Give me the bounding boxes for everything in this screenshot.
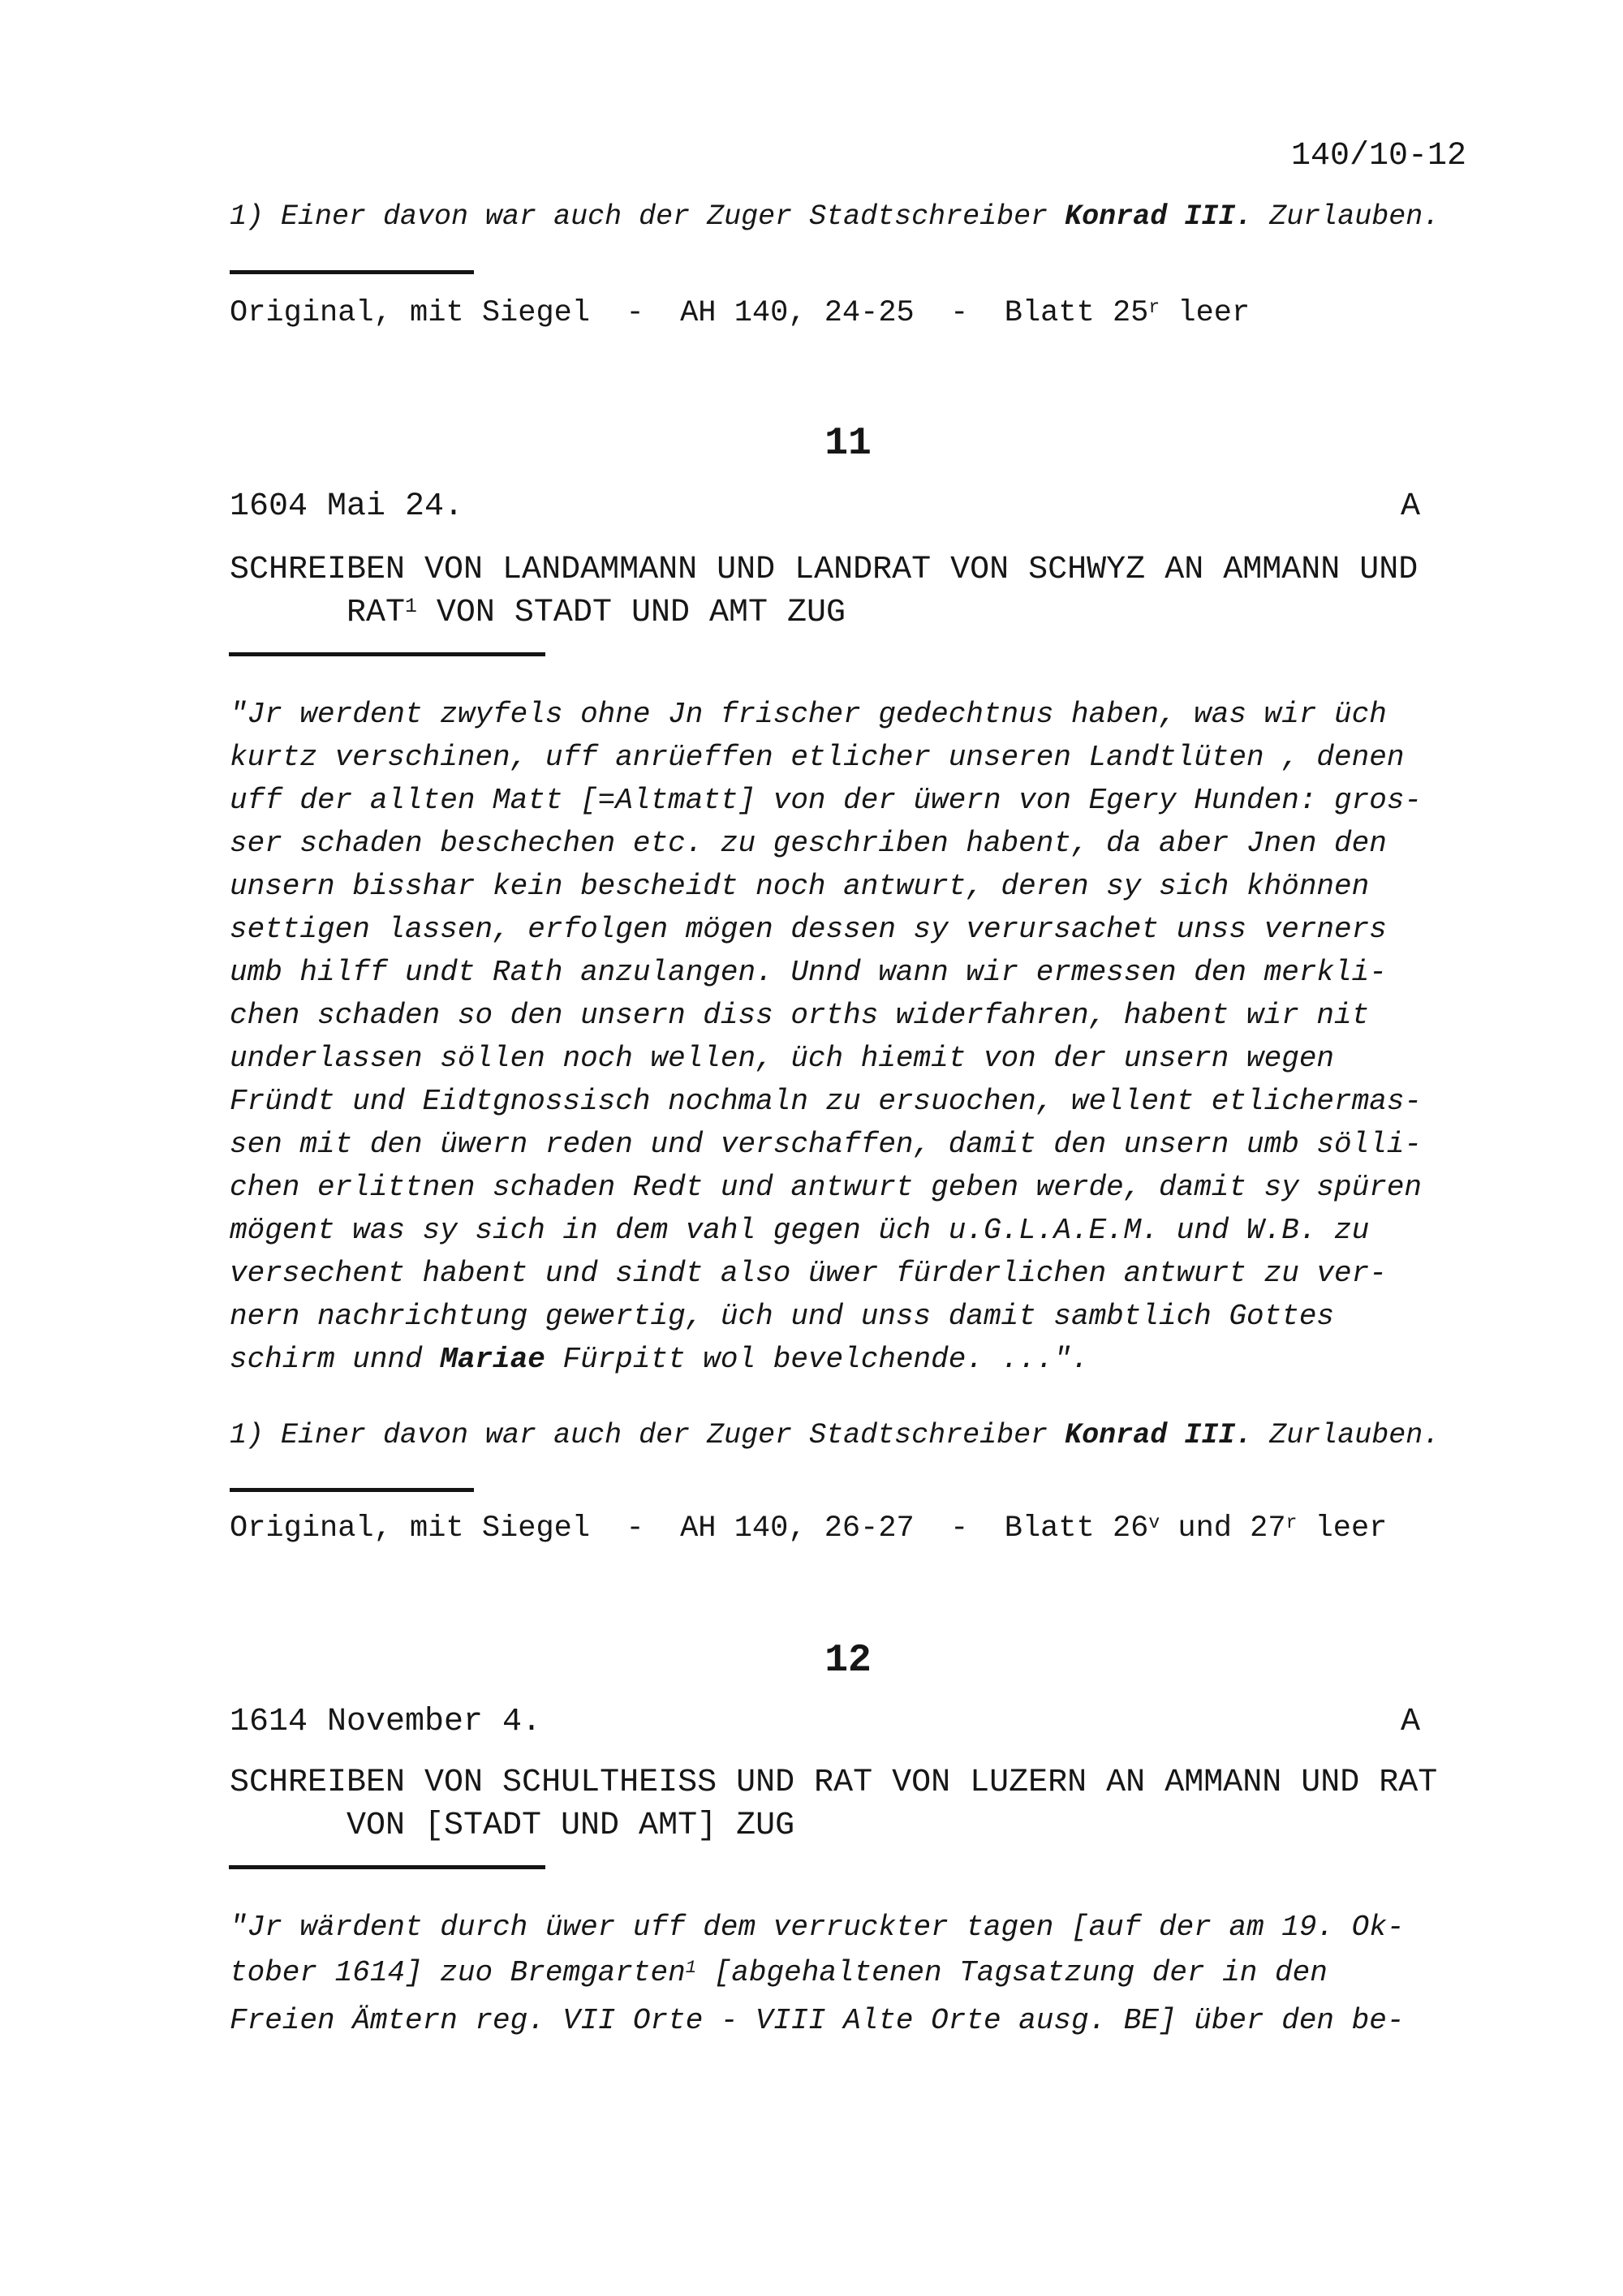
date-line: [230, 485, 1420, 528]
body-line: nern nachrichtung gewertig, üch und unss damit sambtlich Gottes: [230, 1300, 1335, 1333]
entry-heading-line: SCHREIBEN VON SCHULTHEISS UND RAT VON LUZERN AN AMMANN UND RAT: [230, 1765, 1438, 1801]
entry-heading-line: SCHREIBEN VON LANDAMMANN UND LANDRAT VON SCHWYZ AN AMMANN UND: [230, 552, 1419, 588]
entry-heading-line: VON [STADT UND AMT] ZUG: [347, 1808, 795, 1844]
body-paragraph: [230, 1905, 1404, 2044]
heading-rule: [229, 652, 545, 656]
date-line: [230, 1701, 1420, 1743]
superscript: 1: [405, 595, 417, 618]
entry-marker: A: [1400, 1704, 1420, 1740]
text-segment: leer: [1297, 1511, 1388, 1546]
body-paragraph: [230, 693, 1422, 1381]
body-line: chen erlittnen schaden Redt und antwurt geben werde, damit sy spüren: [230, 1171, 1423, 1204]
text-segment: [abgehaltenen Tagsatzung der in den: [696, 1956, 1328, 1989]
footnote-rule: [230, 270, 474, 274]
footnote-rule: [230, 1488, 474, 1492]
entry-marker: A: [1400, 488, 1420, 525]
body-line: versechent habent und sindt also üwer fürderlichen antwurt zu ver-: [230, 1257, 1387, 1290]
bold-text: Konrad III.: [1065, 200, 1253, 233]
body-line: ser schaden beschechen etc. zu geschriben habent, da aber Jnen den: [230, 827, 1387, 860]
body-line: uff der allten Matt [=Altmatt] von der üwern von Egery Hunden: gros-: [230, 784, 1423, 817]
text-segment: Original, mit Siegel - AH 140, 24-25 - Blatt 25: [230, 296, 1149, 330]
body-line: sen mit den üwern reden und verschaffen, damit den unsern umb sölli-: [230, 1128, 1423, 1161]
body-line: kurtz verschinen, uff anrüeffen etlicher unseren Landtlüten , denen: [230, 741, 1405, 774]
superscript: 1: [685, 1956, 697, 1978]
entry-heading-line: [347, 591, 846, 638]
entry-date: 1604 Mai 24.: [230, 488, 464, 525]
source-line: [230, 295, 1250, 334]
superscript: r: [1285, 1511, 1298, 1533]
text-segment: Fürpitt wol bevelchende. ...".: [545, 1343, 1089, 1376]
body-line: "Jr wärdent durch üwer uff dem verruckter tagen [auf der am 19. Ok-: [230, 1911, 1405, 1944]
text-segment: Original, mit Siegel - AH 140, 26-27 - Blatt 26: [230, 1511, 1149, 1546]
footnote: [230, 199, 1440, 234]
body-line: underlassen söllen noch wellen, üch hiemit von der unsern wegen: [230, 1042, 1335, 1075]
body-line: Fründt und Eidtgnossisch nochmaln zu ersuochen, wellent etlichermas-: [230, 1085, 1423, 1118]
entry-number: 11: [824, 422, 872, 466]
body-line: umb hilff undt Rath anzulangen. Unnd wann wir ermessen den merkli-: [230, 956, 1387, 989]
text-segment: Zurlauben.: [1252, 1419, 1440, 1451]
footnote: [230, 1417, 1440, 1453]
text-segment: leer: [1160, 296, 1251, 330]
text-segment: und 27: [1160, 1511, 1286, 1546]
body-line: settigen lassen, erfolgen mögen dessen sy verursachet unss verners: [230, 913, 1387, 946]
body-line: unsern bisshar kein bescheidt noch antwurt, deren sy sich khönnen: [230, 870, 1370, 903]
entry-number: 12: [824, 1639, 872, 1683]
body-line: chen schaden so den unsern diss orths widerfahren, habent wir nit: [230, 999, 1370, 1032]
superscript: v: [1148, 1511, 1160, 1533]
text-segment: 1) Einer davon war auch der Zuger Stadtschreiber: [230, 1419, 1065, 1451]
text-segment: 1) Einer davon war auch der Zuger Stadtschreiber: [230, 200, 1065, 233]
text-segment: schirm unnd: [230, 1343, 441, 1376]
text-segment: Zurlauben.: [1252, 200, 1440, 233]
heading-rule: [229, 1865, 545, 1869]
bold-text: Mariae: [440, 1343, 545, 1376]
body-line: [230, 1950, 1404, 1998]
text-segment: RAT: [347, 595, 406, 631]
body-line: "Jr werdent zwyfels ohne Jn frischer gedechtnus haben, was wir üch: [230, 698, 1387, 731]
superscript: r: [1148, 296, 1160, 318]
text-segment: tober 1614] zuo Bremgarten: [230, 1956, 686, 1989]
bold-text: Konrad III.: [1065, 1419, 1253, 1451]
body-line: mögent was sy sich in dem vahl gegen üch u.G.L.A.E.M. und W.B. zu: [230, 1214, 1370, 1247]
body-line: Freien Ämtern reg. VII Orte - VIII Alte Orte ausg. BE] über den be-: [230, 2004, 1405, 2037]
text-segment: VON STADT UND AMT ZUG: [416, 595, 846, 631]
page-number: 140/10-12: [1290, 138, 1466, 174]
body-line: [230, 1338, 1422, 1381]
entry-date: 1614 November 4.: [230, 1704, 542, 1740]
source-line: [230, 1510, 1387, 1550]
